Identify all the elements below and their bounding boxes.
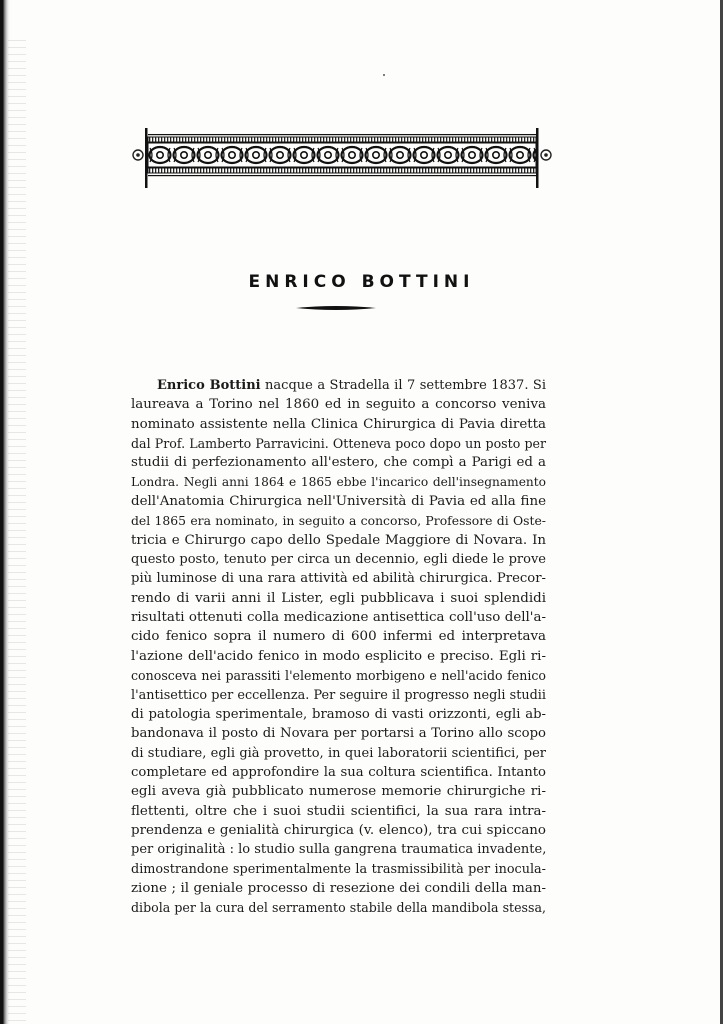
paragraph-line: prendenza e genialità chirurgica (v. elenco), tra cui spiccano [131, 822, 546, 838]
paragraph-line: completare ed approfondire la sua coltura scientifica. Intanto [131, 764, 546, 780]
ink-speck [383, 74, 385, 76]
paragraph-line: dal Prof. Lamberto Parravicini. Otteneva poco dopo un posto per [131, 436, 546, 452]
paragraph-line: rendo di varii anni il Lister, egli pubblicava i suoi splendidi [131, 590, 546, 606]
paragraph-line: del 1865 era nominato, in seguito a concorso, Professore di Oste- [131, 513, 546, 529]
paragraph-line: conosceva nei parassiti l'elemento morbigeno e nell'acido fenico [131, 668, 546, 684]
paragraph-line: l'azione dell'acido fenico in modo esplicito e preciso. Egli ri- [131, 648, 546, 664]
paragraph-line: egli aveva già pubblicato numerose memorie chirurgiche ri- [131, 784, 546, 800]
subject-name: Enrico Bottini [157, 378, 261, 393]
paragraph-line: bandonava il posto di Novara per portarsi a Torino allo scopo [131, 726, 546, 742]
paragraph-line: cido fenico sopra il numero di 600 infermi ed interpretava [131, 629, 546, 645]
paragraph-line: flettenti, oltre che i suoi studii scientifici, la sua rara intra- [131, 803, 546, 819]
ornamental-header-band [131, 128, 556, 188]
paragraph-line: Londra. Negli anni 1864 e 1865 ebbe l'incarico dell'insegnamento [131, 474, 546, 489]
paragraph-line: nominato assistente nella Clinica Chirurgica di Pavia diretta [131, 416, 546, 432]
paragraph-line: questo posto, tenuto per circa un decennio, egli diede le prove [131, 552, 546, 568]
binding-speckle [8, 40, 26, 1024]
paragraph-line: risultati ottenuti colla medicazione antisettica coll'uso dell'a- [131, 610, 546, 626]
paragraph-line-rest: nacque a Stradella il 7 settembre 1837. Si [260, 378, 546, 393]
paragraph-line: dell'Anatomia Chirurgica nell'Università di Pavia ed alla fine [131, 494, 546, 510]
paragraph-line: l'antisettico per eccellenza. Per seguire il progresso negli studii [131, 687, 546, 703]
paragraph-line: laureava a Torino nel 1860 ed in seguito a concorso veniva [131, 397, 546, 413]
paragraph-line: di patologia sperimentale, bramoso di vasti orizzonti, egli ab- [131, 706, 546, 722]
paragraph-line: studii di perfezionamento all'estero, che compì a Parigi ed a [131, 455, 546, 471]
paragraph-line: più luminose di una rara attività ed abilità chirurgica. Precor- [131, 571, 546, 587]
page-title: ENRICO BOTTINI [248, 272, 475, 292]
paragraph-line: dimostrandone sperimentalmente la trasmissibilità per inocula- [131, 861, 546, 877]
biography-paragraph [131, 376, 546, 918]
paragraph-line: dibola per la cura del serramento stabile della mandibola stessa, [131, 900, 546, 916]
paragraph-line: tricia e Chirurgo capo dello Spedale Maggiore di Novara. In [131, 532, 546, 548]
paragraph-line: per originalità : lo studio sulla gangrena traumatica invadente, [131, 842, 547, 858]
paragraph-line [131, 376, 546, 395]
paragraph-line: di studiare, egli già provetto, in quei laboratorii scientifici, per [131, 745, 546, 761]
paragraph-line: zione ; il geniale processo di resezione dei condili della man- [131, 880, 546, 896]
title-underline-rule [296, 304, 376, 312]
